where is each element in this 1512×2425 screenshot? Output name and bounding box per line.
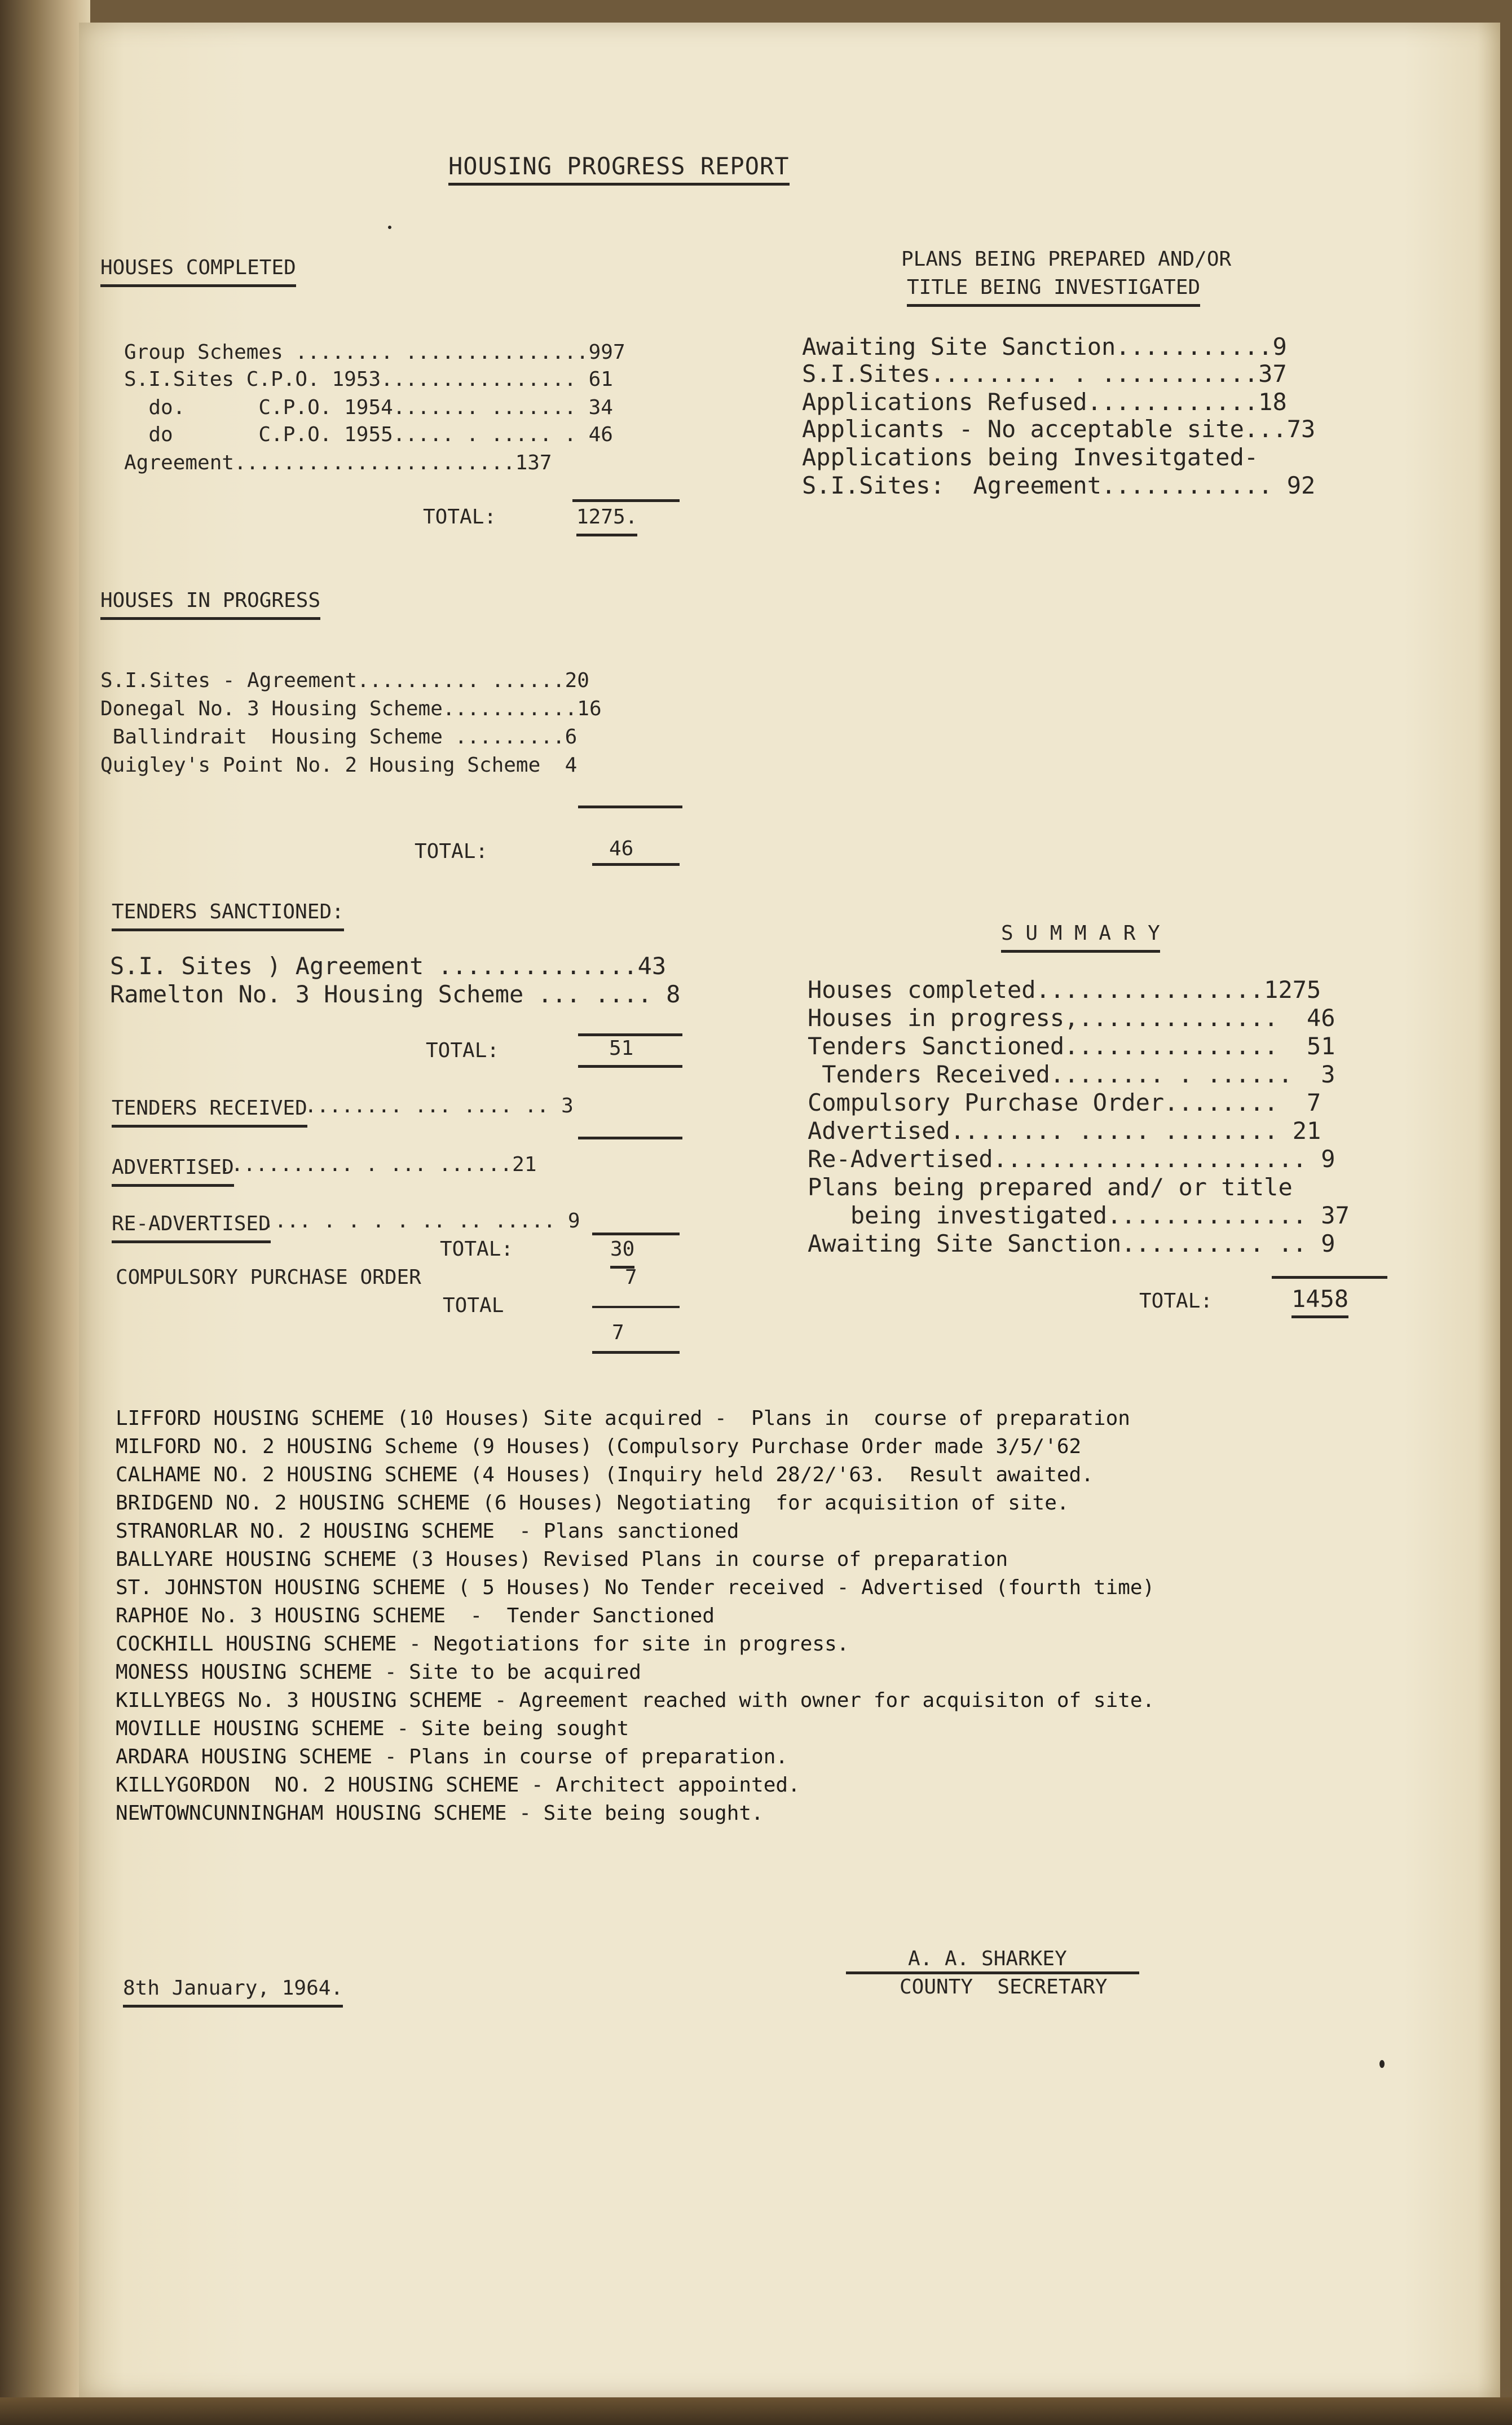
plans-row: Applicants - No acceptable site...73 (802, 415, 1316, 443)
total-rule (592, 1233, 680, 1235)
total-rule (578, 806, 682, 808)
summary-row: Houses in progress,.............. 46 (808, 1004, 1335, 1032)
total-rule (578, 1137, 682, 1139)
summary-row: Tenders Sanctioned............... 51 (808, 1032, 1335, 1060)
advertised-label: ADVERTISED (112, 1154, 234, 1187)
total-rule (592, 863, 680, 866)
total-rule (572, 499, 680, 502)
scheme-line: ARDARA HOUSING SCHEME - Plans in course of preparation. (116, 1745, 788, 1768)
scheme-line: NEWTOWNCUNNINGHAM HOUSING SCHEME - Site being sought. (116, 1802, 764, 1825)
summary-row: Re-Advertised...................... 9 (808, 1145, 1335, 1173)
scheme-line: BRIDGEND NO. 2 HOUSING SCHEME (6 Houses) Negotiating for acquisition of site. (116, 1491, 1069, 1515)
advertised-dots: ........... . ... ......21 (219, 1153, 537, 1176)
scheme-line: RAPHOE No. 3 HOUSING SCHEME - Tender Sanctioned (116, 1604, 715, 1627)
book-edge (0, 2397, 1512, 2425)
total-rule (1272, 1276, 1387, 1279)
re-advertised-total-label: TOTAL: (440, 1238, 514, 1261)
plans-row: S.I.Sites: Agreement............ 92 (802, 472, 1316, 499)
re-advertised-total-value: 30 (610, 1235, 634, 1269)
book-gutter (0, 0, 90, 2425)
signature-title: COUNTY SECRETARY (900, 1975, 1108, 1999)
total-rule (578, 1065, 682, 1068)
houses-in-progress-total-label: TOTAL: (415, 840, 488, 863)
houses-in-progress-heading: HOUSES IN PROGRESS (100, 587, 320, 620)
houses-completed-heading: HOUSES COMPLETED (100, 254, 296, 287)
cpo-label: COMPULSORY PURCHASE ORDER (116, 1266, 421, 1289)
summary-total-label: TOTAL: (1139, 1289, 1213, 1313)
cpo-value: 7 (625, 1266, 637, 1289)
houses-completed-row: do. C.P.O. 1954....... ....... 34 (124, 396, 613, 419)
tenders-sanctioned-row: S.I. Sites ) Agreement ..............43 (110, 952, 667, 980)
houses-completed-row: Group Schemes ........ ...............997 (124, 341, 625, 364)
houses-in-progress-row: Ballindrait Housing Scheme .........6 (100, 725, 578, 749)
plans-heading: PLANS BEING PREPARED AND/OR (901, 248, 1232, 271)
plans-row: Applications Refused............18 (802, 388, 1287, 416)
total-rule (592, 1306, 680, 1308)
scheme-line: MILFORD NO. 2 HOUSING Scheme (9 Houses) (Compulsory Purchase Order made 3/5/'62 (116, 1435, 1082, 1458)
summary-row: being investigated.............. 37 (808, 1202, 1350, 1229)
summary-row: Awaiting Site Sanction.......... .. 9 (808, 1230, 1335, 1257)
signature-name: A. A. SHARKEY (908, 1947, 1067, 1970)
tenders-sanctioned-total-label: TOTAL: (426, 1039, 500, 1062)
summary-row: Plans being prepared and/ or title (808, 1173, 1293, 1201)
scheme-line: LIFFORD HOUSING SCHEME (10 Houses) Site acquired - Plans in course of preparation (116, 1407, 1130, 1430)
houses-completed-row: do C.P.O. 1955..... . ..... . 46 (124, 423, 613, 446)
total-rule (592, 1351, 680, 1354)
scheme-line: ST. JOHNSTON HOUSING SCHEME ( 5 Houses) No Tender received - Advertised (fourth time) (116, 1576, 1155, 1599)
re-advertised-dots: .... . . . . .. .. ..... 9 (262, 1209, 580, 1233)
tenders-sanctioned-row: Ramelton No. 3 Housing Scheme ... .... 8 (110, 980, 681, 1008)
summary-total-value: 1458 (1291, 1285, 1348, 1318)
tenders-sanctioned-total-value: 51 (609, 1037, 634, 1060)
houses-completed-total-value: 1275. (576, 503, 637, 536)
houses-completed-total-label: TOTAL: (423, 505, 497, 529)
scheme-line: MONESS HOUSING SCHEME - Site to be acquired (116, 1661, 641, 1684)
houses-completed-row: Agreement.......................137 (124, 451, 552, 474)
houses-in-progress-total-value: 46 (609, 837, 634, 860)
report-date: 8th January, 1964. (123, 1974, 343, 2008)
scheme-line: KILLYBEGS No. 3 HOUSING SCHEME - Agreement reached with owner for acquisiton of site. (116, 1689, 1155, 1712)
scheme-line: KILLYGORDON NO. 2 HOUSING SCHEME - Architect appointed. (116, 1773, 800, 1797)
summary-row: Houses completed................1275 (808, 976, 1321, 1004)
plans-row: Awaiting Site Sanction...........9 (802, 333, 1287, 360)
houses-completed-row: S.I.Sites C.P.O. 1953................ 61 (124, 368, 613, 391)
re-advertised-label: RE-ADVERTISED (112, 1210, 271, 1243)
tenders-received-dots: ........ ... .... .. 3 (305, 1094, 574, 1117)
houses-in-progress-row: Quigley's Point No. 2 Housing Scheme 4 (100, 754, 578, 777)
plans-row: Applications being Invesitgated- (802, 443, 1259, 471)
page-title: HOUSING PROGRESS REPORT (448, 152, 790, 186)
tenders-received-label: TENDERS RECEIVED (112, 1094, 307, 1128)
scheme-line: CALHAME NO. 2 HOUSING SCHEME (4 Houses) (Inquiry held 28/2/'63. Result awaited. (116, 1463, 1094, 1486)
tenders-sanctioned-heading: TENDERS SANCTIONED: (112, 898, 344, 931)
summary-row: Compulsory Purchase Order........ 7 (808, 1089, 1321, 1116)
page-mark (1379, 2060, 1385, 2068)
summary-heading: S U M M A R Y (1001, 919, 1160, 953)
scheme-line: MOVILLE HOUSING SCHEME - Site being sought (116, 1717, 629, 1740)
houses-in-progress-row: Donegal No. 3 Housing Scheme...........16 (100, 697, 602, 720)
cpo-total-value: 7 (612, 1321, 624, 1344)
houses-in-progress-row: S.I.Sites - Agreement.......... ......20 (100, 669, 589, 692)
scheme-line: BALLYARE HOUSING SCHEME (3 Houses) Revised Plans in course of preparation (116, 1548, 1008, 1571)
plans-row: S.I.Sites......... . ...........37 (802, 360, 1287, 388)
scheme-line: STRANORLAR NO. 2 HOUSING SCHEME - Plans sanctioned (116, 1520, 739, 1543)
plans-heading: TITLE BEING INVESTIGATED (907, 274, 1200, 307)
page-mark (388, 226, 391, 229)
cpo-total-label: TOTAL (443, 1294, 504, 1317)
summary-row: Advertised........ ..... ........ 21 (808, 1117, 1321, 1145)
summary-row: Tenders Received........ . ...... 3 (808, 1060, 1335, 1088)
scheme-line: COCKHILL HOUSING SCHEME - Negotiations for site in progress. (116, 1632, 849, 1656)
